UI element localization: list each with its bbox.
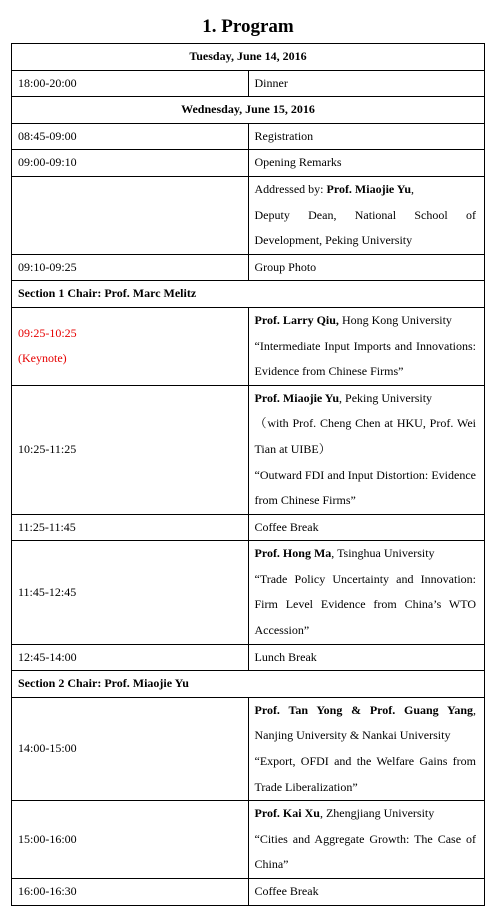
- section-row: [12, 671, 485, 698]
- table-row: [12, 385, 485, 514]
- addressed-by-line: [255, 177, 477, 203]
- speaker-name: Prof. Hong Ma: [254, 546, 332, 561]
- time-cell: 09:10-09:25: [12, 254, 249, 281]
- table-row: [12, 697, 485, 800]
- paper-title: “Intermediate Input Imports and Innovations: Evidence from Chinese Firms”: [254, 338, 476, 379]
- speaker-line: [255, 698, 477, 749]
- day-header-tuesday: Tuesday, June 14, 2016: [12, 44, 485, 71]
- table-row: [12, 879, 485, 906]
- section-1-chair: Section 1 Chair: Prof. Marc Melitz: [12, 281, 485, 308]
- addressed-suffix: ,: [411, 181, 415, 196]
- speaker-name: Prof. Tan Yong & Prof. Guang Yang: [254, 702, 473, 717]
- event-cell: Coffee Break: [248, 514, 485, 541]
- day-header-wednesday: Wednesday, June 15, 2016: [12, 97, 485, 124]
- addressed-prefix: Addressed by:: [254, 181, 327, 196]
- event-cell: Coffee Break: [248, 879, 485, 906]
- program-table: [11, 43, 485, 906]
- speaker-name: Prof. Miaojie Yu: [254, 390, 340, 405]
- table-row: [12, 123, 485, 150]
- table-row: [12, 150, 485, 177]
- table-row: [12, 176, 485, 254]
- event-cell: Opening Remarks: [248, 150, 485, 177]
- paper-title: “Export, OFDI and the Welfare Gains from Trade Liberalization”: [254, 754, 476, 794]
- speaker-line: [255, 308, 477, 334]
- event-cell: [248, 541, 485, 644]
- section-row: [12, 281, 485, 308]
- table-row: [12, 70, 485, 97]
- speaker-name: Prof. Larry Qiu,: [254, 312, 339, 327]
- event-cell: [248, 801, 485, 879]
- time-cell: 11:25-11:45: [12, 514, 249, 541]
- time-cell: 12:45-14:00: [12, 644, 249, 671]
- time-cell: 10:25-11:25: [12, 385, 249, 514]
- time-cell-empty: [12, 176, 249, 254]
- event-cell: [248, 307, 485, 385]
- event-cell: [248, 176, 485, 254]
- section-2-chair: Section 2 Chair: Prof. Miaojie Yu: [12, 671, 485, 698]
- day-header-row: [12, 44, 485, 71]
- page-title: 1. Program: [202, 16, 294, 37]
- time-cell: 11:45-12:45: [12, 541, 249, 644]
- time-cell: 09:00-09:10: [12, 150, 249, 177]
- speaker-affiliation: , Nanjing University & Nankai University: [254, 702, 476, 743]
- event-cell: Dinner: [248, 70, 485, 97]
- event-cell: Registration: [248, 123, 485, 150]
- speaker-line: [255, 541, 477, 567]
- table-row: [12, 254, 485, 281]
- time-cell: 16:00-16:30: [12, 879, 249, 906]
- time-cell: 18:00-20:00: [12, 70, 249, 97]
- speaker-name: Prof. Kai Xu: [254, 806, 320, 821]
- keynote-tag: (Keynote): [18, 351, 67, 366]
- table-row: [12, 801, 485, 879]
- speaker-affiliation: , Tsinghua University: [331, 546, 435, 561]
- event-cell: Lunch Break: [248, 644, 485, 671]
- paper-title: “Cities and Aggregate Growth: The Case of China”: [254, 831, 476, 872]
- table-row: [12, 307, 485, 385]
- table-row: [12, 644, 485, 671]
- speaker-affiliation: Hong Kong University: [338, 312, 452, 327]
- paper-title: “Outward FDI and Input Distortion: Evidence from Chinese Firms”: [254, 467, 476, 508]
- speaker-affiliation: , Zhengjiang University: [319, 806, 435, 821]
- table-row: [12, 541, 485, 644]
- time-cell: 08:45-09:00: [12, 123, 249, 150]
- event-cell: [248, 385, 485, 514]
- time-cell: 14:00-15:00: [12, 697, 249, 800]
- speaker-name: Prof. Miaojie Yu: [326, 181, 412, 196]
- speaker-affiliation: , Peking University: [339, 390, 433, 405]
- paper-title: “Trade Policy Uncertainty and Innovation: Firm Level Evidence from China’s WTO Accession”: [254, 571, 476, 638]
- table-row: [12, 514, 485, 541]
- speaker-line: [255, 801, 477, 827]
- time-cell: 15:00-16:00: [12, 801, 249, 879]
- event-cell: [248, 697, 485, 800]
- day-header-row: [12, 97, 485, 124]
- speaker-title: Deputy Dean, National School of Development, Peking University: [254, 207, 476, 248]
- time-cell-keynote: [12, 307, 249, 385]
- keynote-time: 09:25-10:25: [18, 325, 77, 340]
- coauthors-line: （with Prof. Cheng Chen at HKU, Prof. Wei Tian at UIBE）: [254, 416, 476, 456]
- event-cell: Group Photo: [248, 254, 485, 281]
- speaker-line: [255, 386, 477, 412]
